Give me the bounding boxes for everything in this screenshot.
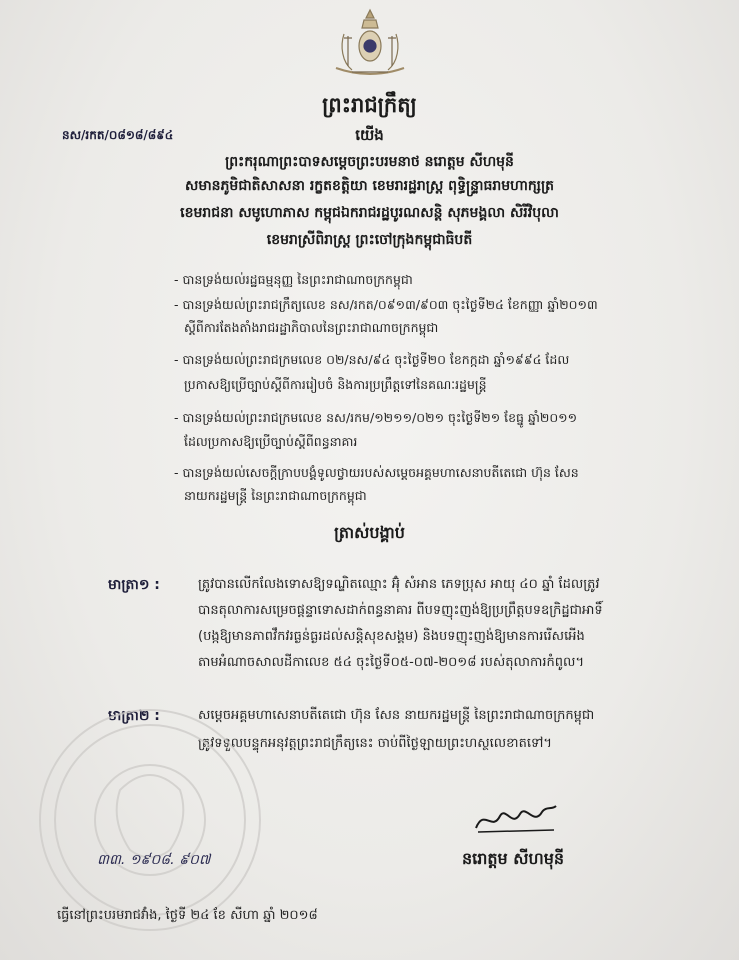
article-1-line: បានតុលាការសម្រេចផ្ដន្ទាទោសដាក់ពន្ធនាគារ ពីបទញុះញង់ឱ្យប្រព្រឹត្តបទឧក្រិដ្ឋជាអាទិ៍ [198, 603, 603, 618]
article-2-label: មាត្រា២ : [108, 708, 160, 724]
preamble-item: - បានទ្រង់យល់ព្រះរាជក្រឹត្យលេខ នស/រកត/០៩១៣/៩០៣ ចុះថ្ងៃទី២៤ ខែកញ្ញា ឆ្នាំ២០១៣ [174, 297, 598, 312]
preamble-item-cont: ស្ដីពីការតែងតាំងរាជរដ្ឋាភិបាលនៃព្រះរាជាណាចក្រកម្ពុជា [184, 320, 439, 335]
preamble-item: - បានទ្រង់យល់រដ្ឋធម្មនុញ្ញ នៃព្រះរាជាណាចក្រកម្ពុជា [174, 272, 413, 287]
article-1-line: តាមអំណាចសាលដីកាលេខ ៥៤ ចុះថ្ងៃទី០៥-០៧-២០១៨ របស់តុលាការកំពូល។ [198, 655, 585, 670]
embossed-seal-icon [20, 700, 280, 940]
article-1-line: (បង្កឱ្យមានភាពវឹកវរធ្ងន់ធ្ងរដល់សន្ដិសុខសង្គម) និងបទញុះញង់ឱ្យមានការរើសអើង [198, 629, 585, 644]
reference-number: នស/រកត/០៨១៨/៨៩៤ [62, 128, 174, 142]
decree-heading: ត្រាស់បង្គាប់ [334, 523, 405, 542]
preamble-item-cont: ដែលប្រកាសឱ្យប្រើច្បាប់ស្ដីពីពន្ធនាគារ [184, 434, 358, 449]
decree-title: ព្រះរាជក្រឹត្យ [322, 93, 417, 117]
signatory-name: នរោត្ដម សីហមុនី [462, 849, 565, 868]
king-title-line-1: ព្រះករុណាព្រះបាទសម្ដេចព្រះបរមនាថ នរោត្ដម សីហមុនី [225, 154, 514, 170]
we-heading: យើង [355, 126, 384, 144]
date-line: ធ្វើនៅព្រះបរមរាជវាំង, ថ្ងៃទី ២៤ ខែ សីហា ឆ្នាំ ២០១៨ [57, 908, 318, 923]
article-1-label: មាត្រា១ : [108, 577, 160, 593]
king-title-line-4: ខេមរាស្រីពិរាស្ត្រ ព្រះចៅក្រុងកម្ពុជាធិបតី [266, 232, 473, 248]
registration-number: ៣៣. ១៩០៨. ៩០៧ [97, 852, 211, 868]
article-2-line: ត្រូវទទួលបន្ទុកអនុវត្តព្រះរាជក្រឹត្យនេះ ចាប់ពីថ្ងៃឡាយព្រះហស្ថលេខាតទៅ។ [198, 736, 552, 751]
royal-emblem-icon [322, 6, 418, 82]
king-title-line-3: ខេមរាជនា សមូហោភាស កម្ពុជឯករាជរដ្ឋបូរណសន្ដិ សុភមង្គលា សិរីវិបុលា [180, 205, 559, 221]
royal-signature-icon [470, 798, 560, 838]
preamble-item: - បានទ្រង់យល់ព្រះរាជក្រមលេខ នស/រកម/១២១១/០២១ ចុះថ្ងៃទី២១ ខែធ្នូ ឆ្នាំ២០១១ [174, 410, 578, 425]
preamble-item-cont: ប្រកាសឱ្យប្រើច្បាប់ស្ដីពីការរៀបចំ និងការប្រព្រឹត្តទៅនៃគណៈរដ្ឋមន្ត្រី [184, 377, 487, 392]
preamble-item-cont: នាយករដ្ឋមន្ត្រី នៃព្រះរាជាណាចក្រកម្ពុជា [184, 488, 367, 503]
article-1-line: ត្រូវបានលើកលែងទោសឱ្យទណ្ឌិតឈ្មោះ អ៊ុំ សំអាន ភេទប្រុស អាយុ ៤០ ឆ្នាំ ដែលត្រូវ [198, 577, 600, 592]
preamble-item: - បានទ្រង់យល់ព្រះរាជក្រមលេខ ០២/នស/៩៤ ចុះថ្ងៃទី២០ ខែកក្កដា ឆ្នាំ១៩៩៤ ដែល [174, 352, 570, 367]
article-2-line: សម្ដេចអគ្គមហាសេនាបតីតេជោ ហ៊ុន សែន នាយករដ្ឋមន្ត្រី នៃព្រះរាជាណាចក្រកម្ពុជា [198, 708, 595, 723]
king-title-line-2: សមានភូមិជាតិសាសនា រក្ខតខត្តិយា ខេមរារដ្ឋរាស្ត្រ ពុទ្ធិន្ទ្រាធរាមហាក្សត្រ [185, 178, 554, 194]
preamble-item: - បានទ្រង់យល់សេចក្ដីក្រាបបង្គំទូលថ្វាយរបស់សម្ដេចអគ្គមហាសេនាបតីតេជោ ហ៊ុន សែន [174, 465, 579, 480]
